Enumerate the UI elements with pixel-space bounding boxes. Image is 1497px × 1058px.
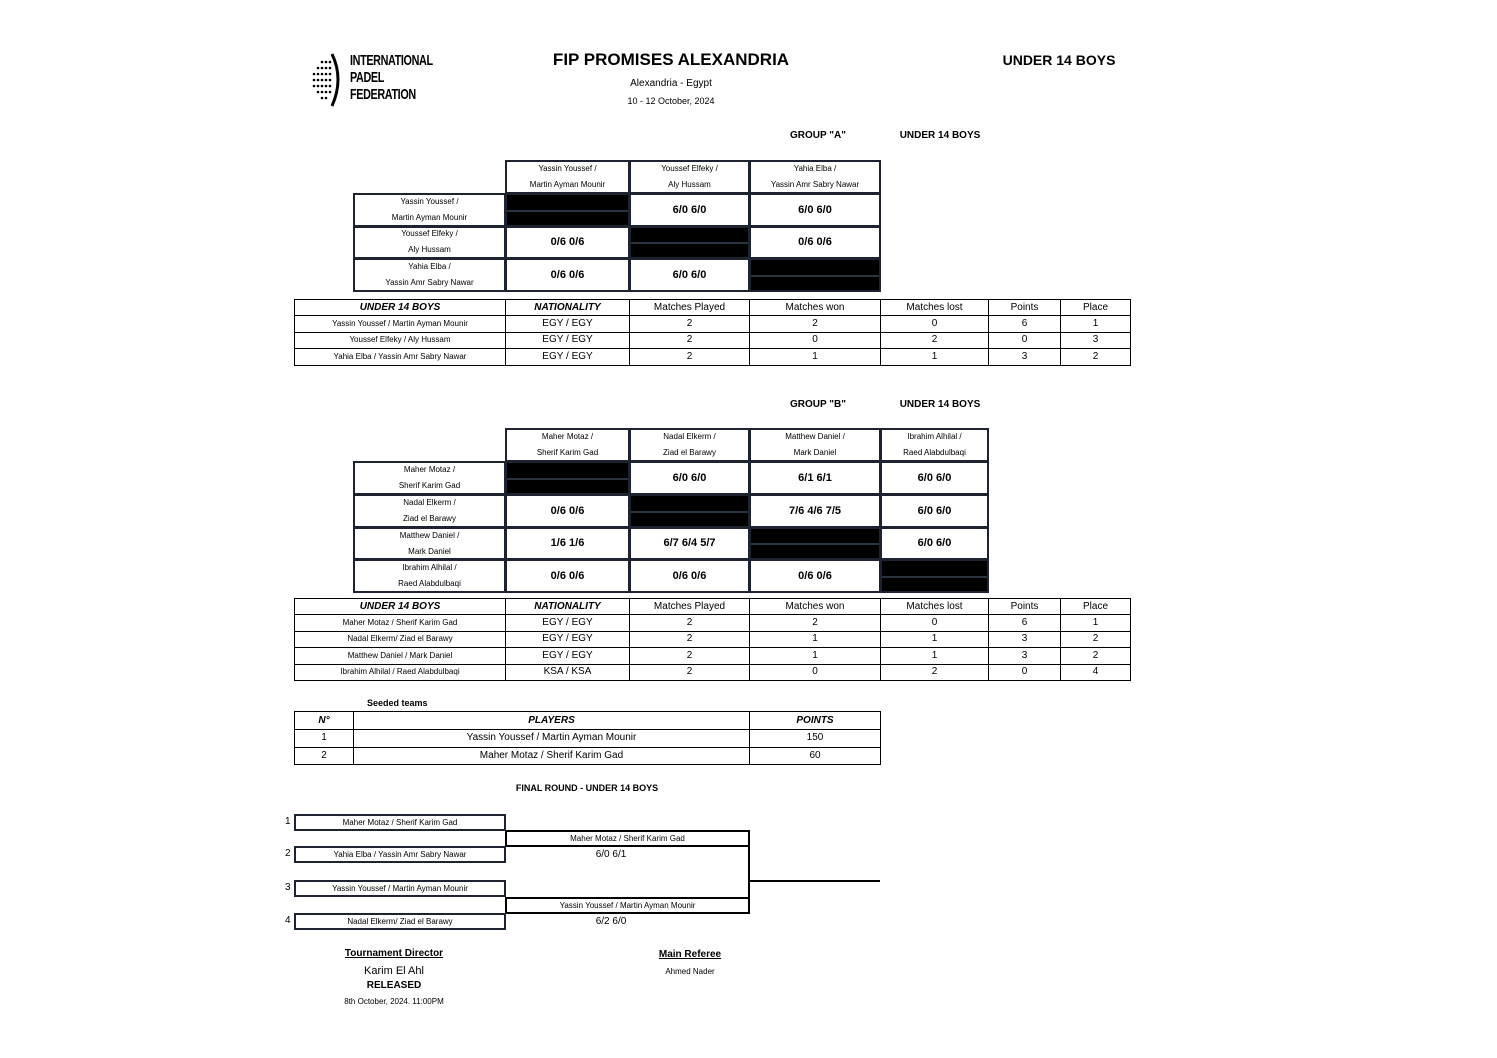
team-name-line: Yahia Elba / xyxy=(793,164,837,173)
standings-value: 6 xyxy=(988,315,1061,333)
seeded-label: Seeded teams xyxy=(367,698,428,708)
director-name: Karim El Ahl xyxy=(364,965,424,977)
column-team-header xyxy=(749,428,881,462)
row-team-header xyxy=(353,494,506,528)
standings-header: Place xyxy=(1060,598,1131,615)
standings-value: 0 xyxy=(988,664,1061,682)
standings-value: 2 xyxy=(1060,348,1131,366)
match-score: 6/0 6/0 xyxy=(629,461,750,495)
self-match-blank xyxy=(880,559,989,593)
bracket-entry: Maher Motaz / Sherif Karim Gad xyxy=(294,814,506,831)
seed-number: 2 xyxy=(285,848,291,859)
match-score: 6/0 6/0 xyxy=(749,193,881,227)
team-name-line: Raed Alabdulbaqi xyxy=(903,448,966,457)
team-name-line: Yassin Amr Sabry Nawar xyxy=(770,180,860,189)
standings-value: 1 xyxy=(749,631,881,649)
standings-value: 1 xyxy=(749,348,881,366)
match-score: 6/0 6/0 xyxy=(880,494,989,528)
released-date: 8th October, 2024. 11:00PM xyxy=(344,997,444,1006)
standings-header: UNDER 14 BOYS xyxy=(294,299,506,316)
standings-value: 0 xyxy=(749,332,881,350)
match-score: 6/0 6/0 xyxy=(629,258,750,292)
team-name-line: Yassin Youssef / xyxy=(538,164,597,173)
released-status: RELEASED xyxy=(366,980,422,991)
team-name-line: Yassin Amr Sabry Nawar xyxy=(385,277,474,287)
standings-value: EGY / EGY xyxy=(505,647,630,665)
seeded-cell: Yassin Youssef / Martin Ayman Mounir xyxy=(353,729,750,748)
self-match-blank xyxy=(505,461,630,495)
seeded-cell: 60 xyxy=(749,747,881,766)
standings-value: EGY / EGY xyxy=(505,332,630,350)
team-name-line: Nadal Elkerm / xyxy=(403,497,456,507)
category-title: UNDER 14 BOYS xyxy=(1002,52,1116,68)
final-line xyxy=(749,880,880,882)
standings-value: 3 xyxy=(988,631,1061,649)
row-team-header xyxy=(353,193,506,227)
seeded-cell: 2 xyxy=(294,747,354,766)
standings-value: 3 xyxy=(1060,332,1131,350)
standings-value: 2 xyxy=(629,647,750,665)
seeded-header: N° xyxy=(294,711,354,730)
standings-value: 2 xyxy=(1060,631,1131,649)
self-match-blank xyxy=(629,226,750,260)
team-name-line: Matthew Daniel / xyxy=(399,530,460,540)
director-label: Tournament Director xyxy=(344,948,444,959)
self-match-blank xyxy=(749,258,881,292)
team-name-line: Sherif Karim Gad xyxy=(536,448,599,457)
standings-team: Ibrahim Alhilal / Raed Alabdulbaqi xyxy=(294,664,506,682)
team-name-line: Mark Daniel xyxy=(408,546,451,556)
standings-team: Yassin Youssef / Martin Ayman Mounir xyxy=(294,315,506,333)
match-score: 6/0 6/0 xyxy=(880,527,989,561)
semifinal-score: 6/0 6/1 xyxy=(595,849,627,860)
team-name-line: Sherif Karim Gad xyxy=(398,480,461,490)
self-match-blank xyxy=(749,527,881,561)
standings-value: 3 xyxy=(988,647,1061,665)
team-name-line: Maher Motaz / xyxy=(541,432,594,441)
standings-value: 1 xyxy=(749,647,881,665)
page-title: FIP PROMISES ALEXANDRIA xyxy=(552,50,790,69)
bracket-entry: Nadal Elkerm/ Ziad el Barawy xyxy=(294,913,506,930)
standings-value: 2 xyxy=(629,614,750,632)
standings-value: EGY / EGY xyxy=(505,315,630,333)
standings-value: 6 xyxy=(988,614,1061,632)
seeded-header: PLAYERS xyxy=(353,711,750,730)
row-team-header xyxy=(353,527,506,561)
standings-header: Points xyxy=(988,299,1061,316)
match-score: 7/6 4/6 7/5 xyxy=(749,494,881,528)
standings-team: Maher Motaz / Sherif Karim Gad xyxy=(294,614,506,632)
standings-value: 2 xyxy=(629,332,750,350)
match-score: 1/6 1/6 xyxy=(505,527,630,561)
team-name-line: Yassin Youssef / xyxy=(400,196,459,206)
standings-team: Yahia Elba / Yassin Amr Sabry Nawar xyxy=(294,348,506,366)
group-b-category: UNDER 14 BOYS xyxy=(899,399,981,410)
column-team-header xyxy=(629,160,750,194)
standings-value: 1 xyxy=(880,647,989,665)
match-score: 0/6 0/6 xyxy=(629,559,750,593)
standings-value: 4 xyxy=(1060,664,1131,682)
semifinal-winner: Yassin Youssef / Martin Ayman Mounir xyxy=(505,897,750,914)
match-score: 6/1 6/1 xyxy=(749,461,881,495)
team-name-line: Youssef Elfeky / xyxy=(661,164,718,173)
standings-value: EGY / EGY xyxy=(505,631,630,649)
standings-header: NATIONALITY xyxy=(505,598,630,615)
standings-value: 2 xyxy=(1060,647,1131,665)
standings-team: Youssef Elfeky / Aly Hussam xyxy=(294,332,506,350)
standings-header: Matches Played xyxy=(629,598,750,615)
standings-value: 1 xyxy=(1060,315,1131,333)
team-name-line: Raed Alabdulbaqi xyxy=(398,579,461,589)
seed-number: 4 xyxy=(285,915,291,926)
seeded-cell: Maher Motaz / Sherif Karim Gad xyxy=(353,747,750,766)
team-name-line: Martin Ayman Mounir xyxy=(529,180,606,189)
match-score: 6/0 6/0 xyxy=(880,461,989,495)
match-score: 0/6 0/6 xyxy=(505,559,630,593)
seeded-header: POINTS xyxy=(749,711,881,730)
team-name-line: Ziad el Barawy xyxy=(663,448,716,457)
standings-value: 2 xyxy=(629,315,750,333)
standings-value: 2 xyxy=(880,332,989,350)
seeded-cell: 1 xyxy=(294,729,354,748)
row-team-header xyxy=(353,559,506,593)
semifinal-score: 6/2 6/0 xyxy=(595,916,627,927)
row-team-header xyxy=(353,461,506,495)
column-team-header xyxy=(749,160,881,194)
standings-value: 2 xyxy=(880,664,989,682)
seed-number: 1 xyxy=(285,816,291,827)
match-score: 0/6 0/6 xyxy=(505,226,630,260)
self-match-blank xyxy=(505,193,630,227)
seed-number: 3 xyxy=(285,882,291,893)
column-team-header xyxy=(505,428,630,462)
standings-value: 0 xyxy=(880,614,989,632)
team-name-line: Aly Hussam xyxy=(408,245,451,255)
standings-value: 0 xyxy=(880,315,989,333)
location: Alexandria - Egypt xyxy=(630,78,712,89)
row-team-header xyxy=(353,226,506,260)
standings-value: 1 xyxy=(880,631,989,649)
team-name-line: Yahia Elba / xyxy=(408,261,451,271)
match-score: 0/6 0/6 xyxy=(505,494,630,528)
seeded-cell: 150 xyxy=(749,729,881,748)
padel-ball-logo-icon xyxy=(308,50,344,108)
standings-value: 2 xyxy=(749,315,881,333)
standings-header: Matches won xyxy=(749,299,881,316)
standings-header: Matches won xyxy=(749,598,881,615)
standings-value: 3 xyxy=(988,348,1061,366)
fip-logo xyxy=(308,50,438,108)
standings-value: 2 xyxy=(629,631,750,649)
referee-name: Ahmed Nader xyxy=(665,967,715,976)
standings-header: UNDER 14 BOYS xyxy=(294,598,506,615)
logo-line: FEDERATION xyxy=(350,86,416,103)
column-team-header xyxy=(880,428,989,462)
standings-header: Points xyxy=(988,598,1061,615)
team-name-line: Matthew Daniel / xyxy=(785,432,845,441)
match-score: 6/0 6/0 xyxy=(629,193,750,227)
standings-value: 0 xyxy=(988,332,1061,350)
row-team-header xyxy=(353,258,506,292)
logo-line: INTERNATIONAL xyxy=(350,52,433,69)
team-name-line: Ibrahim Alhilal / xyxy=(402,563,457,573)
team-name-line: Aly Hussam xyxy=(668,180,711,189)
match-score: 0/6 0/6 xyxy=(749,559,881,593)
standings-value: 2 xyxy=(629,664,750,682)
standings-team: Matthew Daniel / Mark Daniel xyxy=(294,647,506,665)
column-team-header xyxy=(629,428,750,462)
standings-value: 0 xyxy=(749,664,881,682)
standings-header: Place xyxy=(1060,299,1131,316)
group-b-label: GROUP "B" xyxy=(790,399,846,410)
standings-header: Matches lost xyxy=(880,598,989,615)
team-name-line: Ziad el Barawy xyxy=(403,513,456,523)
group-a-label: GROUP "A" xyxy=(790,130,846,141)
match-score: 0/6 0/6 xyxy=(749,226,881,260)
final-round-title: FINAL ROUND - UNDER 14 BOYS xyxy=(515,783,659,793)
standings-value: EGY / EGY xyxy=(505,348,630,366)
team-name-line: Mark Daniel xyxy=(793,448,837,457)
group-a-category: UNDER 14 BOYS xyxy=(899,130,981,141)
standings-header: NATIONALITY xyxy=(505,299,630,316)
team-name-line: Nadal Elkerm / xyxy=(663,432,716,441)
standings-value: EGY / EGY xyxy=(505,614,630,632)
team-name-line: Ibrahim Alhilal / xyxy=(907,432,962,441)
bracket-entry: Yahia Elba / Yassin Amr Sabry Nawar xyxy=(294,846,506,863)
column-team-header xyxy=(505,160,630,194)
dates: 10 - 12 October, 2024 xyxy=(627,96,715,106)
referee-label: Main Referee xyxy=(658,949,722,960)
semifinal-winner: Maher Motaz / Sherif Karim Gad xyxy=(505,830,750,847)
standings-header: Matches Played xyxy=(629,299,750,316)
standings-team: Nadal Elkerm/ Ziad el Barawy xyxy=(294,631,506,649)
team-name-line: Maher Motaz / xyxy=(403,464,456,474)
match-score: 0/6 0/6 xyxy=(505,258,630,292)
standings-value: 2 xyxy=(749,614,881,632)
standings-value: 1 xyxy=(1060,614,1131,632)
self-match-blank xyxy=(629,494,750,528)
team-name-line: Martin Ayman Mounir xyxy=(391,212,468,222)
bracket-connector xyxy=(748,846,750,898)
match-score: 6/7 6/4 5/7 xyxy=(629,527,750,561)
standings-value: KSA / KSA xyxy=(505,664,630,682)
bracket-entry: Yassin Youssef / Martin Ayman Mounir xyxy=(294,880,506,897)
standings-header: Matches lost xyxy=(880,299,989,316)
logo-line: PADEL xyxy=(350,69,385,86)
standings-value: 2 xyxy=(629,348,750,366)
team-name-line: Youssef Elfeky / xyxy=(401,229,458,239)
standings-value: 1 xyxy=(880,348,989,366)
